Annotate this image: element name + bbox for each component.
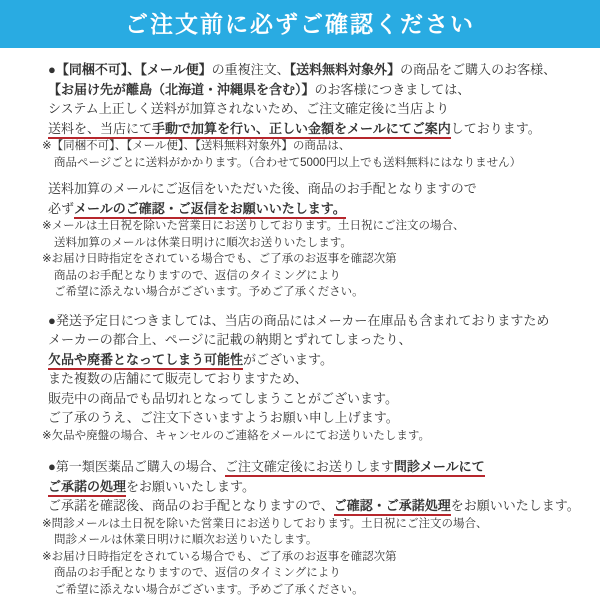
s1-line3: システム上正しく送料が加算されないため、ご注文確定後に当店より [48,101,450,116]
s3-line4: また複数の店舗にて販売しておりますため、 [48,371,308,386]
s4-line3 [48,496,588,516]
s3-line3-underlined-bold: 欠品や廃番となってしまう可能性 [48,352,243,370]
section-shipping-date-notes [42,428,588,445]
s2-note1: ※メールは土日祝を除いた営業日にお送りしております。土日祝にご注文の場合、 [42,220,465,232]
s1-line1-bold1: ●【同梱不可】、【メール便】 [48,62,212,77]
s2-line2-underlined-bold: メールのご確認・ご返信をお願いいたします。 [74,201,346,219]
s1-note1: ※【同梱不可】、【メール便】、【送料無料対象外】の商品は、 [42,140,351,152]
s2-line1: 送料加算のメールにご返信をいただいた後、商品のお手配となりますので [48,181,477,196]
s1-line1 [48,60,588,80]
s2-line2 [48,199,588,219]
s1-line2-reg: のお客様につきましては、 [314,81,471,97]
s4-line1 [48,457,588,477]
header-bar [0,0,600,48]
s4-line3-reg1: ご承諾を確認後、商品のお手配となりますので、 [48,498,334,513]
s4-line1-reg: ●第一類医薬品ご購入の場合、 [48,459,225,474]
s3-line3-reg: がございます。 [243,351,333,367]
page-title: ご注文前に必ずご確認ください [125,10,475,37]
s4-line1-underlined-bold: 問診メールにて [394,459,485,477]
s1-line2-bold: 【お届け先が離島（北海道・沖縄県を含む）】 [48,81,315,97]
s1-line1-reg2: の商品をご購入のお客様、 [400,62,557,77]
s3-line2: メーカーの都合上、ページに記載の納期とずれてしまったり、 [48,332,412,347]
s1-line4-underlined-bold: 手動で加算を行い、正しい金額をメールにてご案内 [152,121,451,139]
s1-note2: 商品ページごとに送料がかかります。（合わせて5000円以上でも送料無料にはなりません） [54,156,522,169]
s4-note2: 問診メールは休業日明けに順次お送りいたします。 [54,534,318,546]
section-mail-reply-notes [42,218,588,301]
s1-line1-reg1: の重複注文、 [211,62,290,77]
s2-note5: ご希望に添えない場合がございます。予めご了承ください。 [54,286,364,298]
s4-line3-reg2: をお願いいたします。 [450,498,580,513]
s2-note3: ※お届け日時指定をされている場合でも、ご了承のお返事を確認次第 [42,253,397,265]
s2-line2-reg: 必ず [48,200,75,216]
s1-line4-reg: しております。 [450,120,541,136]
s4-line1-underlined-reg: ご注文確定後にお送りします [225,459,394,477]
s1-line4-underlined-reg: 送料を、当店にて [48,121,152,139]
s3-line3 [48,350,588,370]
section-shipping-date [48,311,588,428]
s4-line2 [48,477,588,497]
s4-note1: ※問診メールは土日祝を除いた営業日にお送りしております。土日祝にご注文の場合、 [42,517,488,530]
s4-line2-reg: をお願いいたします。 [126,478,255,494]
section-mail-reply [48,179,588,218]
s1-line2 [48,80,588,100]
s1-line1-bold2: 【送料無料対象外】 [289,62,401,77]
s3-line1: ●発送予定日につきましては、当店の商品にはメーカー在庫品も含まれておりますため [48,312,550,328]
s4-line3-underlined-bold: ご確認・ご承諾処理 [334,498,451,516]
s4-note3: ※お届け日時指定をされている場合でも、ご了承のお返事を確認次第 [42,550,397,563]
s2-note4: 商品のお手配となりますので、返信のタイミングにより [54,269,341,282]
s4-note5: ご希望に添えない場合がございます。予めご了承ください。 [54,583,364,596]
s3-line5: 販売中の商品でも品切れとなってしまうことがございます。 [48,390,398,406]
s2-note2: 送料加算のメールは休業日明けに順次お送りいたします。 [54,236,352,249]
s4-line2-underlined-bold: ご承諾の処理 [48,479,126,497]
notice-content [0,48,600,598]
section-bundled-shipping [48,60,588,138]
s4-note4: 商品のお手配となりますので、返信のタイミングにより [54,567,341,579]
s1-line4 [48,119,588,139]
s3-line6: ご了承のうえ、ご注文下さいますようお願い申し上げます。 [48,410,399,425]
section-pharmaceutical [48,457,588,516]
section-bundled-shipping-notes [42,138,588,171]
s3-note1: ※欠品や廃盤の場合、キャンセルのご連絡をメールにてお送りいたします。 [42,429,430,442]
section-pharmaceutical-notes [42,516,588,599]
